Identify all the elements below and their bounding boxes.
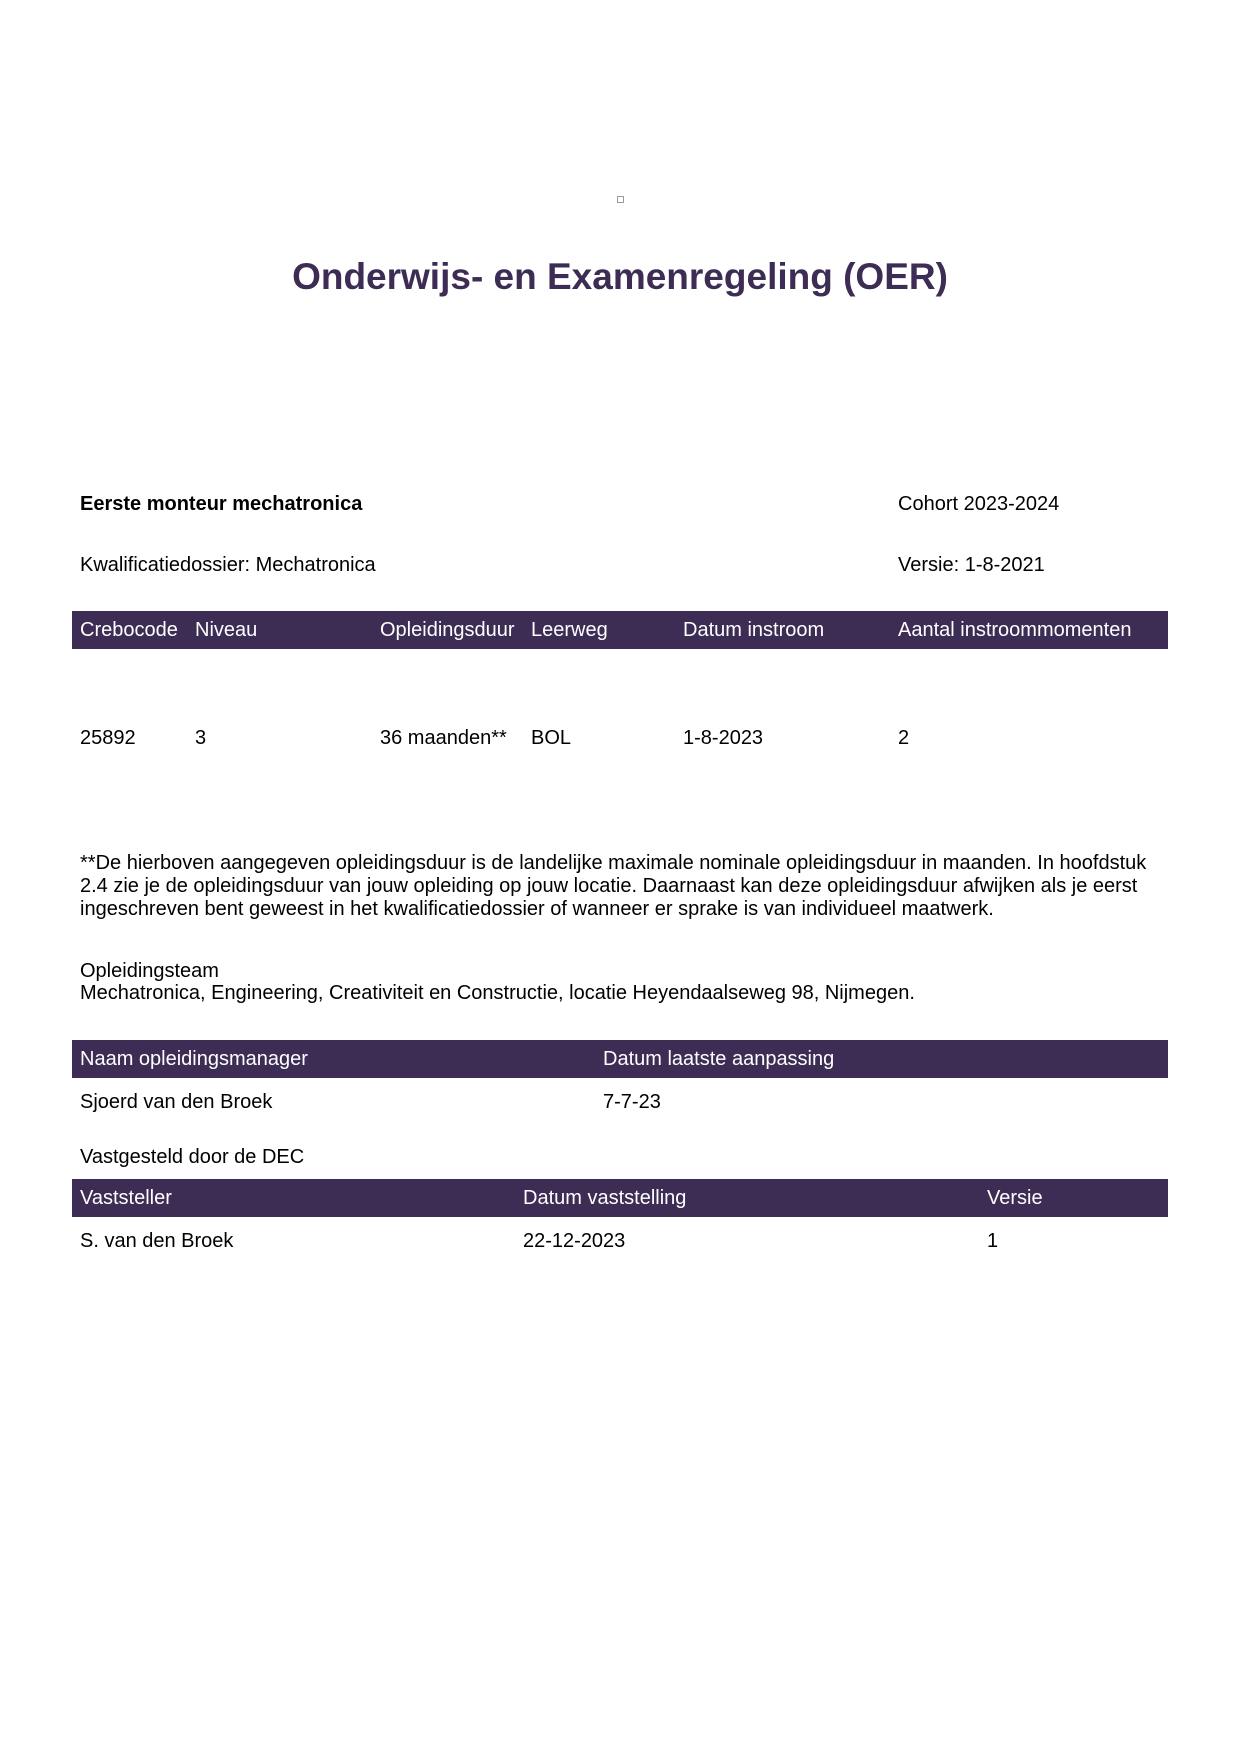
manager-table-header xyxy=(72,1040,1168,1078)
header-datum-vaststelling: Datum vaststelling xyxy=(523,1187,687,1209)
cell-vaststeller: S. van den Broek xyxy=(80,1230,234,1252)
team-label: Opleidingsteam xyxy=(80,960,219,982)
header-niveau: Niveau xyxy=(195,619,258,641)
header-leerweg: Leerweg xyxy=(531,619,608,641)
cell-niveau: 3 xyxy=(195,727,207,749)
footnote: **De hierboven aangegeven opleidingsduur is de landelijke maximale nominale opleidingsduur in maanden. In hoofdstuk 2.4 zie je de opleidingsduur van jouw opleiding op jouw locatie. Daarnaast kan deze opleidingsduur afwijken als je eerst ingeschreven bent geweest in het kwalificatiedossier of wanneer er sprake is van individueel maatwerk. xyxy=(80,852,1147,920)
logo-placeholder-icon xyxy=(617,196,624,203)
page-title: Onderwijs- en Examenregeling (OER) xyxy=(292,256,948,297)
header-opleidingsduur: Opleidingsduur xyxy=(380,619,515,641)
dossier-label: Kwalificatiedossier: Mechatronica xyxy=(80,554,376,576)
cell-manager-name: Sjoerd van den Broek xyxy=(80,1091,273,1113)
cell-leerweg: BOL xyxy=(531,727,572,749)
header-versie: Versie xyxy=(987,1187,1043,1209)
cell-aantal-instroommomenten: 2 xyxy=(898,727,910,749)
header-vaststeller: Vaststeller xyxy=(80,1187,172,1209)
program-name: Eerste monteur mechatronica xyxy=(80,493,363,515)
cell-opleidingsduur: 36 maanden** xyxy=(380,727,507,749)
header-naam-opleidingsmanager: Naam opleidingsmanager xyxy=(80,1048,308,1070)
cell-datum-vaststelling: 22-12-2023 xyxy=(523,1230,626,1252)
header-aantal-instroommomenten: Aantal instroommomenten xyxy=(898,619,1132,641)
team-description: Mechatronica, Engineering, Creativiteit en Constructie, locatie Heyendaalseweg 98, Nijmegen. xyxy=(80,982,915,1004)
cell-versie: 1 xyxy=(987,1230,999,1252)
cell-last-modified: 7-7-23 xyxy=(603,1091,661,1113)
program-table-row xyxy=(0,726,1240,752)
cell-datum-instroom: 1-8-2023 xyxy=(683,727,764,749)
header-datum-instroom: Datum instroom xyxy=(683,619,825,641)
header-datum-laatste-aanpassing: Datum laatste aanpassing xyxy=(603,1048,835,1070)
dec-label: Vastgesteld door de DEC xyxy=(80,1146,305,1168)
program-table-header xyxy=(72,611,1168,649)
version-label: Versie: 1-8-2021 xyxy=(898,554,1045,576)
cell-crebocode: 25892 xyxy=(80,727,136,749)
header-crebocode: Crebocode xyxy=(80,619,178,641)
cohort-label: Cohort 2023-2024 xyxy=(898,493,1060,515)
dec-table-header xyxy=(72,1179,1168,1217)
